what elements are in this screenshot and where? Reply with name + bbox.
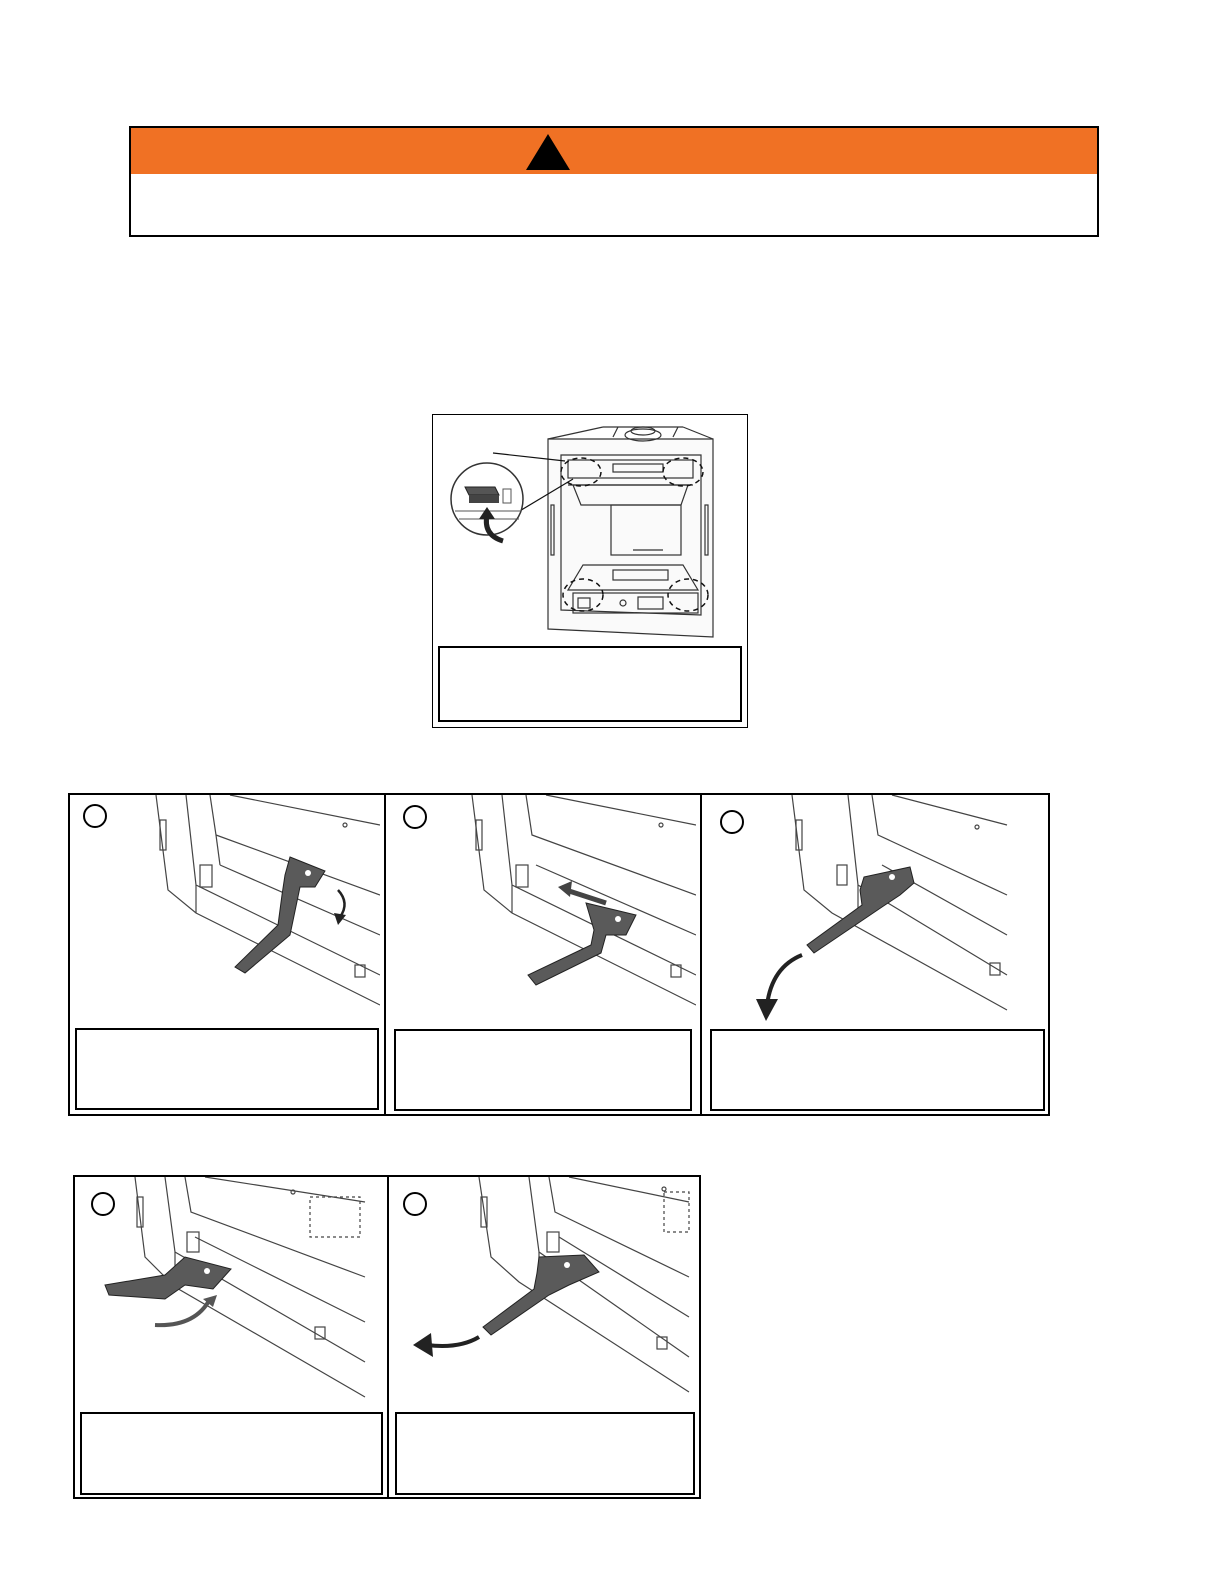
step-panel-3 — [702, 795, 1048, 1114]
step-4-drawing — [95, 1177, 383, 1409]
step-5-caption — [395, 1412, 695, 1495]
steps-row-2 — [73, 1175, 701, 1499]
step-4-caption — [80, 1412, 383, 1495]
steps-row-1 — [68, 793, 1050, 1116]
overview-figure — [432, 414, 748, 728]
warning-box — [129, 126, 1099, 237]
step-1-drawing — [150, 795, 380, 1021]
detail-callout — [451, 463, 523, 541]
step-1-caption — [75, 1028, 379, 1110]
step-3-bracket — [807, 867, 914, 953]
step-3-drawing — [752, 795, 1042, 1027]
step-number-2 — [403, 805, 427, 829]
step-number-3 — [720, 810, 744, 834]
step-panel-1 — [70, 795, 386, 1114]
step-2-bracket — [528, 903, 636, 985]
step-panel-4 — [75, 1177, 389, 1497]
step-2-drawing — [466, 795, 696, 1021]
step-2-caption — [394, 1029, 692, 1111]
step-panel-2 — [386, 795, 702, 1114]
overview-caption — [438, 646, 742, 722]
step-5-drawing — [399, 1177, 695, 1409]
step-panel-5 — [389, 1177, 699, 1497]
step-number-1 — [83, 804, 107, 828]
step-4-bracket — [105, 1257, 231, 1299]
fireplace-overview-drawing — [433, 415, 746, 645]
step-3-caption — [710, 1029, 1045, 1111]
warning-triangle-icon — [524, 132, 572, 172]
warning-header-band — [131, 128, 1097, 174]
